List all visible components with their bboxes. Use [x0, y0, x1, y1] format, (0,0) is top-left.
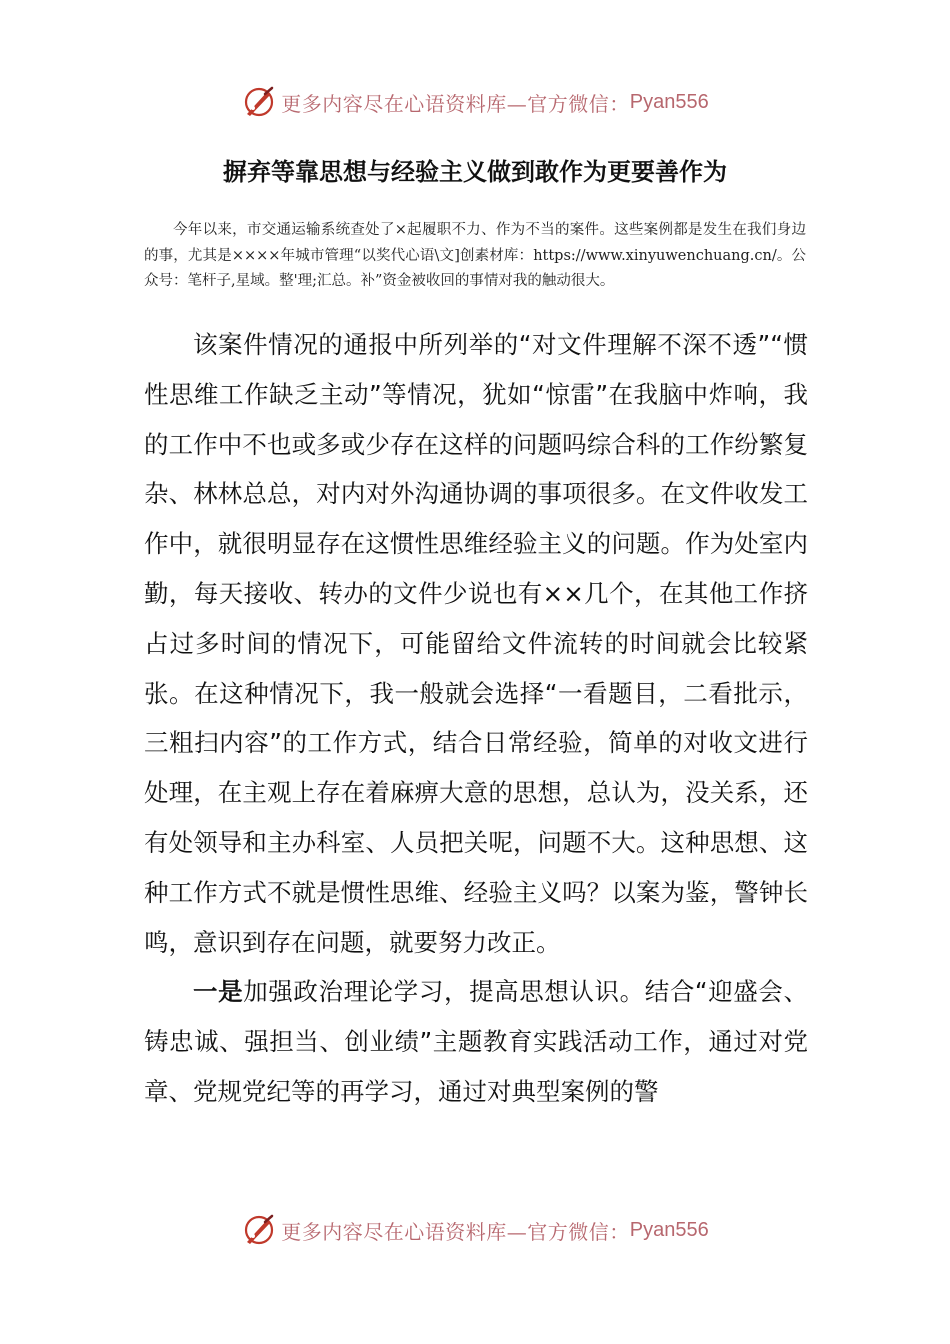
- pen-circle-logo-icon: [241, 84, 277, 120]
- footer-watermark-banner: [0, 1210, 950, 1250]
- footer-watermark-text: 更多内容尽在心语资料库—官方微信：: [281, 1219, 630, 1244]
- paragraph-2-text: 加强政治理论学习，提高思想认识。结合“迎盛会、铸忠诚、强担当、创业绩”主题教育实践活动工作，通过对党章、党规党纪等的再学习，通过对典型案例的警: [144, 977, 808, 1106]
- body-paragraph-2: [144, 967, 808, 1116]
- document-body: [144, 320, 808, 1117]
- pen-circle-logo-icon: [241, 1212, 277, 1248]
- paragraph-lead-bold: 一是: [193, 977, 244, 1007]
- document-title: 摒弃等靠思想与经验主义做到敢作为更要善作为: [223, 158, 727, 186]
- body-paragraph-1: 该案件情况的通报中所列举的“对文件理解不深不透”“惯性思维工作缺乏主动”等情况，犹如“惊雷”在我脑中炸响，我的工作中不也或多或少存在这样的问题吗综合科的工作纷繁复杂、林林总总，对内对外沟通协调的事项很多。在文件收发工作中，就很明显存在这惯性思维经验主义的问题。作为处室内勤，每天接收、转办的文件少说也有××几个，在其他工作挤占过多时间的情况下，可能留给文件流转的时间就会比较紧张。在这种情况下，我一般就会选择“一看题目，二看批示，三粗扫内容”的工作方式，结合日常经验，简单的对收文进行处理，在主观上存在着麻痹大意的思想，总认为，没关系，还有处领导和主办科室、人员把关呢，问题不大。这种思想、这种工作方式不就是惯性思维、经验主义吗？以案为鉴，警钟长鸣，意识到存在问题，就要努力改正。: [144, 330, 808, 957]
- header-watermark-id: Pyan556: [629, 90, 709, 113]
- footer-watermark-id: Pyan556: [629, 1218, 709, 1241]
- intro-paragraph: 今年以来，市交通运输系统查处了×起履职不力、作为不当的案件。这些案例都是发生在我们身边的事，尤其是××××年城市管理“以奖代心语\文]创素材库：https://www.xinyuwenchuang.cn/。公众号：笔杆子,星域。整'理;汇总。补”资金被收回的事情对我的触动很大。: [144, 222, 806, 289]
- header-watermark-text: 更多内容尽在心语资料库—官方微信：: [281, 91, 630, 116]
- header-watermark-banner: [0, 82, 950, 122]
